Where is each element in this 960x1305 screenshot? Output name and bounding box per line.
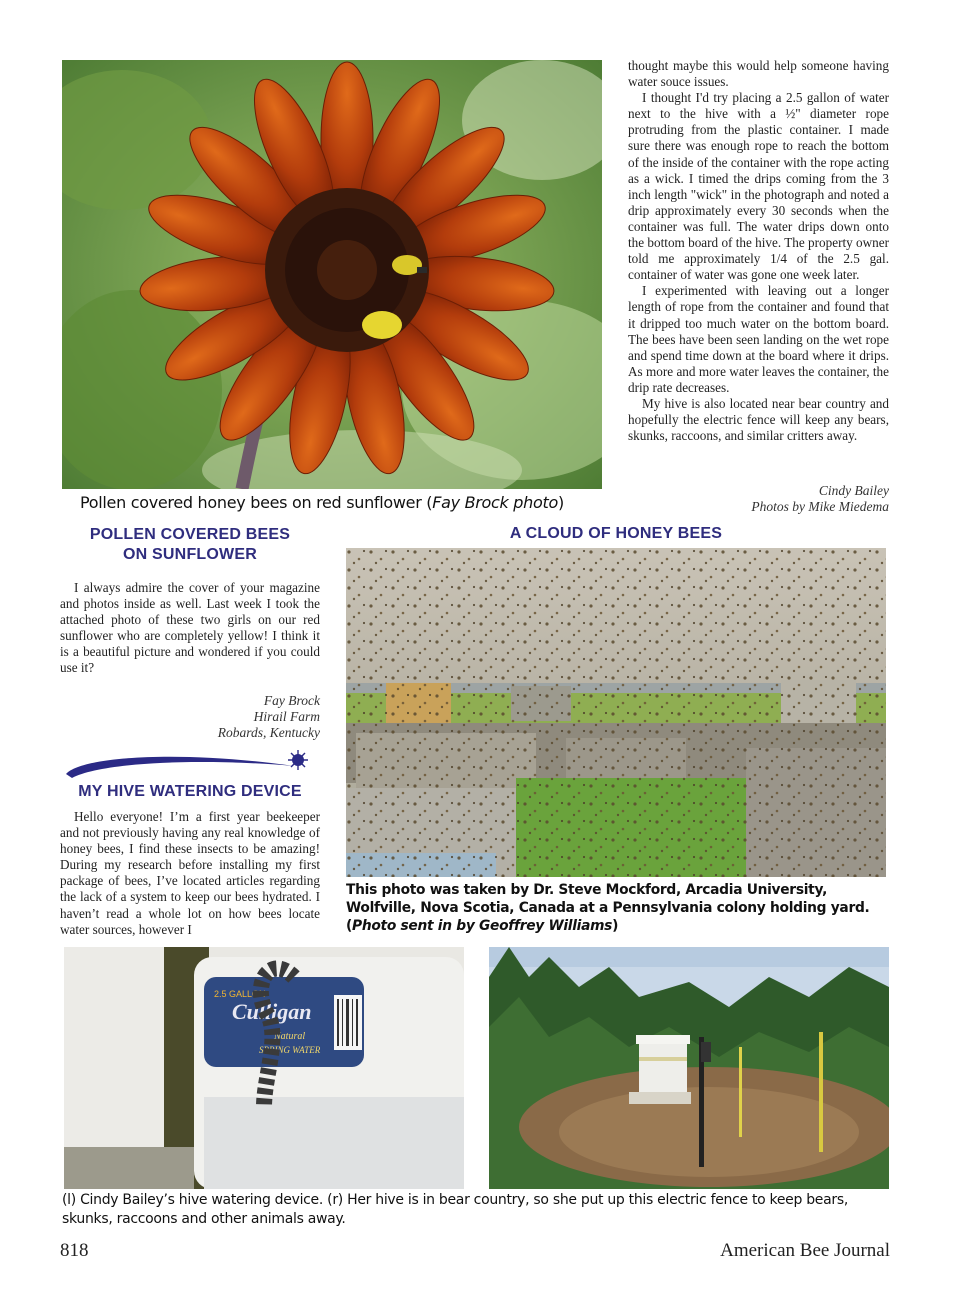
sunflower-photo — [62, 60, 602, 489]
author-name: Cindy Bailey — [818, 483, 889, 498]
bottom-photos-caption: (l) Cindy Bailey’s hive watering device. (r) Her hive is in bear country, so she put up this electric fence to keep bears, skunks, raccoons and other animals away. — [62, 1192, 848, 1227]
watering-article-body: Hello everyone! I’m a first year beekeeper and not previously having any real knowledge of honey bees, I find these insects to be amazing! During my research before installing my first package of bees, I’ve located articles regarding the lack of a system to keep our bees hydrated. I haven’t read a whole lot on how bees locate water sources, however I — [60, 809, 320, 937]
paragraph: I thought I'd try placing a 2.5 gallon of water next to the hive with a ½" diameter rope protruding from the plastic container. I made sure there was enough rope to reach the bottom of the inside of the container with the rope acting as a wick. I timed the drips coming from the 3 inch length "wick" in the photograph and noted a drip approximately every 30 seconds when the container was full. The water drips down onto the bottom board of the hive. The property owner told me approximately 1/4 of the 2.5 gal. container of water was gone one week later. — [628, 90, 889, 283]
electric-fence-photo — [489, 947, 889, 1189]
jug-product-text: Natural — [274, 1031, 306, 1042]
jug-product2-text: SPRING WATER — [259, 1045, 321, 1055]
author-name: Fay Brock — [263, 693, 320, 708]
pollen-article-body: I always admire the cover of your magazine and photos inside as well. Last week I took the attached photo of these two girls on our red sunflower who are completely yellow! I think it is a beautiful picture and wondered if you could use it? — [60, 580, 320, 676]
cloud-heading: A CLOUD OF HONEY BEES — [509, 525, 723, 542]
farm-name: Hirail Farm — [253, 709, 320, 724]
sunflower-caption: Pollen covered honey bees on red sunflower (Fay Brock photo) — [80, 493, 564, 512]
bee-cloud-caption: This photo was taken by Dr. Steve Mockford, Arcadia University, Wolfville, Nova Scotia, Canada at a Pennsylvania colony holding yard. (Photo sent in by Geoffrey Williams) — [346, 882, 870, 934]
watering-heading: MY HIVE WATERING DEVICE — [78, 783, 302, 800]
fay-signature — [60, 693, 320, 741]
jug-gallon-text: 2.5 GALLON — [214, 989, 266, 999]
section-swoosh-icon — [62, 748, 320, 782]
bee-cloud-photo — [346, 548, 886, 877]
journal-name: American Bee Journal — [720, 1240, 890, 1261]
pollen-heading: POLLEN COVERED BEES ON SUNFLOWER — [89, 526, 291, 563]
paragraph: thought maybe this would help someone having water souce issues. — [628, 58, 889, 90]
paragraph: My hive is also located near bear country and hopefully the electric fence will keep any bears, skunks, raccoons, and similar critters away. — [628, 395, 889, 444]
watering-device-photo — [64, 947, 464, 1189]
photo-credit: Photos by Mike Miedema — [751, 499, 889, 514]
page-number: 818 — [60, 1240, 89, 1261]
author-location: Robards, Kentucky — [217, 725, 320, 740]
hive-watering-continued-text — [628, 58, 889, 444]
cindy-signature — [628, 483, 889, 515]
jug-brand-text: Culligan — [232, 999, 312, 1024]
paragraph: I experimented with leaving out a longer length of rope from the container and found that it dripped too much water on the bottom board. The bees have been seen landing on the wet rope and spend time down at the board where it drips. As more and more water leaves the container, the drip rate decreases. — [628, 283, 889, 395]
